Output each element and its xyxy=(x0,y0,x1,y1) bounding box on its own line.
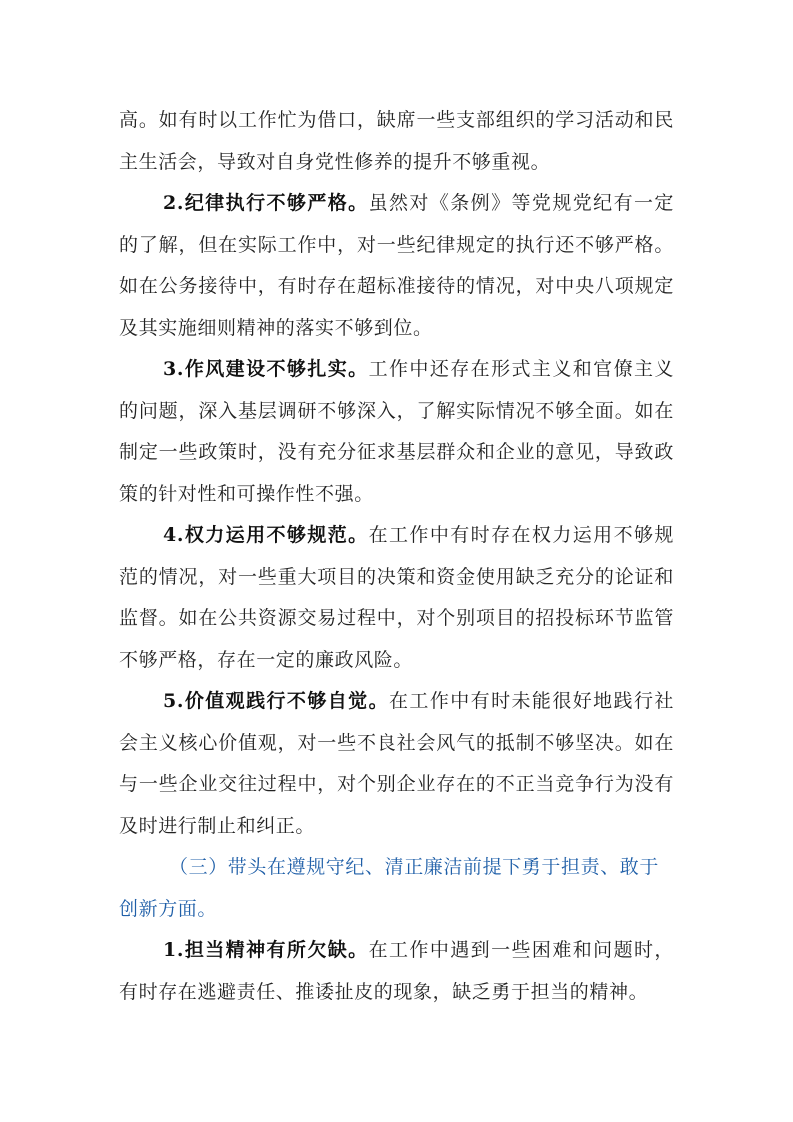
paragraph-text: 虽然对《条例》等党规党纪有一定的了解，但在实际工作中，对一些纪律规定的执行还不够严格。如在公务接待中，有时存在超标准接待的情况，对中央八项规定及其实施细则精神的落实不够到位。 xyxy=(119,192,674,339)
paragraph-text: 高。如有时以工作忙为借口，缺席一些支部组织的学习活动和民主生活会，导致对自身党性修养的提升不够重视。 xyxy=(119,109,674,173)
paragraph-values xyxy=(119,681,674,847)
paragraph-lead: 4.权力运用不够规范。 xyxy=(163,524,369,546)
paragraph-responsibility xyxy=(119,930,674,1013)
paragraph-lead: 2.纪律执行不够严格。 xyxy=(163,192,369,214)
paragraph-discipline xyxy=(119,183,674,349)
paragraph-text: 在工作中遇到一些困难和问题时，有时存在逃避责任、推诿扯皮的现象，缺乏勇于担当的精神。 xyxy=(119,939,674,1003)
paragraph-text: 工作中还存在形式主义和官僚主义的问题，深入基层调研不够深入，了解实际情况不够全面。如在制定一些政策时，没有充分征求基层群众和企业的意见，导致政策的针对性和可操作性不强。 xyxy=(119,358,674,505)
paragraph-lead: 3.作风建设不够扎实。 xyxy=(163,358,369,380)
paragraph-work-style xyxy=(119,349,674,515)
paragraph-continuation xyxy=(119,100,674,183)
paragraph-text: 在工作中有时存在权力运用不够规范的情况，对一些重大项目的决策和资金使用缺乏充分的论证和监督。如在公共资源交易过程中，对个别项目的招投标环节监管不够严格，存在一定的廉政风险。 xyxy=(119,524,674,671)
paragraph-lead: 1.担当精神有所欠缺。 xyxy=(163,939,369,961)
paragraph-lead: 5.价值观践行不够自觉。 xyxy=(163,690,389,712)
paragraph-text: 在工作中有时未能很好地践行社会主义核心价值观，对一些不良社会风气的抵制不够坚决。如在与一些企业交往过程中，对个别企业存在的不正当竞争行为没有及时进行制止和纠正。 xyxy=(119,690,674,837)
paragraph-power-use xyxy=(119,515,674,681)
section-heading: （三）带头在遵规守纪、清正廉洁前提下勇于担责、敢于创新方面。 xyxy=(119,856,660,920)
